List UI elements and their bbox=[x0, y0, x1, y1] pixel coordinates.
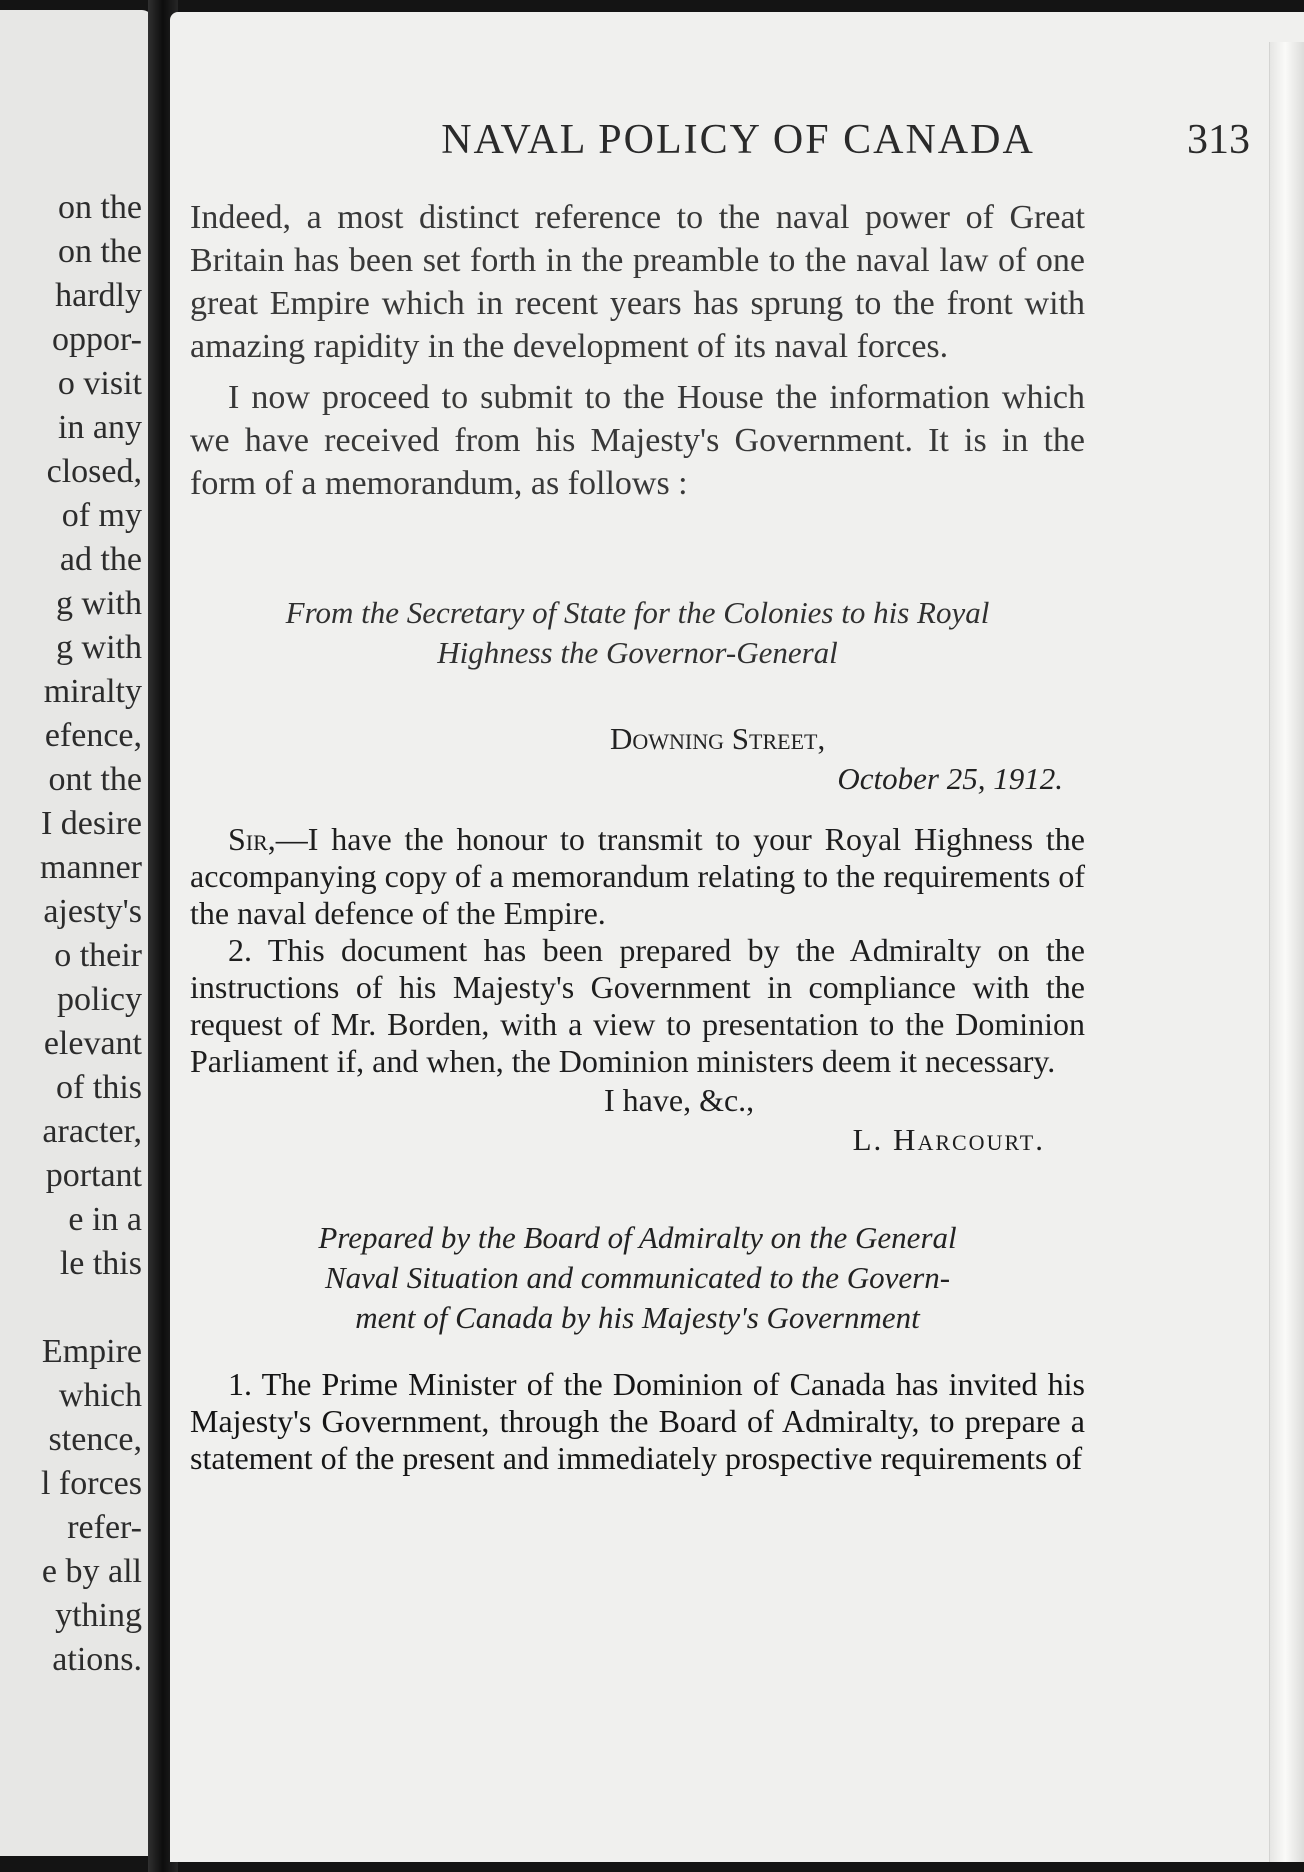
left-page bbox=[0, 10, 152, 1856]
paragraph-1: Indeed, a most distinct reference to the naval power of Great Britain has been set forth in the preamble to the naval law of one great Empire which in recent years has sprung to the front with amazing rapidity in the development of its naval forces. bbox=[190, 199, 1085, 365]
memorandum-heading-line: ment of Canada by his Majesty's Government bbox=[355, 1300, 920, 1335]
left-page-line: which bbox=[58, 1377, 142, 1414]
left-page-line: manner bbox=[40, 849, 142, 886]
memorandum-heading bbox=[190, 1218, 1085, 1338]
left-page-line: stence, bbox=[48, 1421, 142, 1458]
left-page-line: e in a bbox=[68, 1201, 142, 1238]
letter-paragraph-1 bbox=[190, 821, 1085, 932]
left-page-line: policy bbox=[57, 981, 142, 1018]
left-page-line: in any bbox=[57, 409, 142, 446]
left-page-line: o visit bbox=[57, 365, 142, 402]
letter-paragraph-1-text: —I have the honour to transmit to your Royal Highness the accompanying copy of a memorandum relating to the requirements of the naval defence of the Empire. bbox=[190, 821, 1085, 931]
left-page-line: g with bbox=[56, 585, 142, 622]
memorandum-paragraph-1: 1. The Prime Minister of the Dominion of Canada has invited his Majesty's Government, through the Board of Admiralty, to prepare a statement of the present and immediately prospective requirements of bbox=[190, 1366, 1085, 1476]
left-page-line: closed, bbox=[46, 453, 142, 490]
left-page-line: o their bbox=[54, 937, 142, 974]
left-page-line: refer- bbox=[67, 1509, 142, 1546]
running-head bbox=[338, 116, 1250, 166]
letter-heading bbox=[190, 593, 1085, 673]
left-page-line: hardly bbox=[55, 277, 142, 314]
left-page-line: on the bbox=[57, 233, 142, 270]
left-page-line: ything bbox=[55, 1597, 142, 1634]
left-page-line: portant bbox=[45, 1157, 142, 1194]
running-title: NAVAL POLICY OF CANADA bbox=[441, 117, 1035, 163]
page-content bbox=[190, 196, 1085, 1477]
left-page-line: I desire bbox=[40, 805, 142, 842]
left-page-line bbox=[0, 1286, 142, 1330]
left-page-line: of this bbox=[56, 1069, 142, 1106]
memorandum-heading-line: Prepared by the Board of Admiralty on the General bbox=[318, 1220, 957, 1255]
page-edge bbox=[1269, 42, 1304, 1862]
letter-heading-line: Highness the Governor-General bbox=[437, 635, 838, 670]
left-page-line: elevant bbox=[43, 1025, 142, 1062]
page-number: 313 bbox=[1187, 117, 1250, 163]
left-page-line: g with bbox=[56, 629, 142, 666]
left-page-line: on the bbox=[57, 189, 142, 226]
left-page-line: l forces bbox=[40, 1465, 142, 1502]
letter-heading-line: From the Secretary of State for the Colonies to his Royal bbox=[285, 595, 990, 630]
letter-date bbox=[190, 759, 1085, 799]
left-page-line: ations. bbox=[52, 1641, 142, 1678]
paragraph-2: I now proceed to submit to the House the information which we have received from his Majesty's Government. It is in the form of a memorandum, as follows : bbox=[190, 379, 1085, 502]
left-page-line: le this bbox=[59, 1245, 142, 1282]
left-page-line: miralty bbox=[43, 673, 142, 710]
left-page-line: of my bbox=[61, 497, 142, 534]
letter-paragraph-2: 2. This document has been prepared by the Admiralty on the instructions of his Majesty's Government in compliance with the request of Mr. Borden, with a view to presentation to the Dominion Parliament if, and when, the Dominion ministers deem it necessary. bbox=[190, 932, 1085, 1079]
salutation: Sir, bbox=[228, 821, 276, 857]
letter-signature: L. Harcourt. bbox=[852, 1122, 1045, 1157]
left-page-line: Empire bbox=[41, 1333, 142, 1370]
left-page-line: aracter, bbox=[42, 1113, 142, 1150]
left-page-line: e by all bbox=[41, 1553, 142, 1590]
left-page-text-fragments bbox=[0, 186, 142, 1682]
letter-closing: I have, &c., bbox=[604, 1082, 755, 1118]
letter-place: Downing Street, bbox=[610, 721, 826, 756]
left-page-line: ad the bbox=[59, 541, 142, 578]
right-page bbox=[170, 12, 1304, 1862]
letter-date-text: October 25, 1912. bbox=[837, 761, 1063, 796]
left-page-line: ont the bbox=[48, 761, 142, 798]
left-page-line: oppor- bbox=[52, 321, 142, 358]
left-page-line: efence, bbox=[44, 717, 142, 754]
left-page-line: ajesty's bbox=[43, 893, 142, 930]
memorandum-heading-line: Naval Situation and communicated to the Govern- bbox=[324, 1260, 951, 1295]
